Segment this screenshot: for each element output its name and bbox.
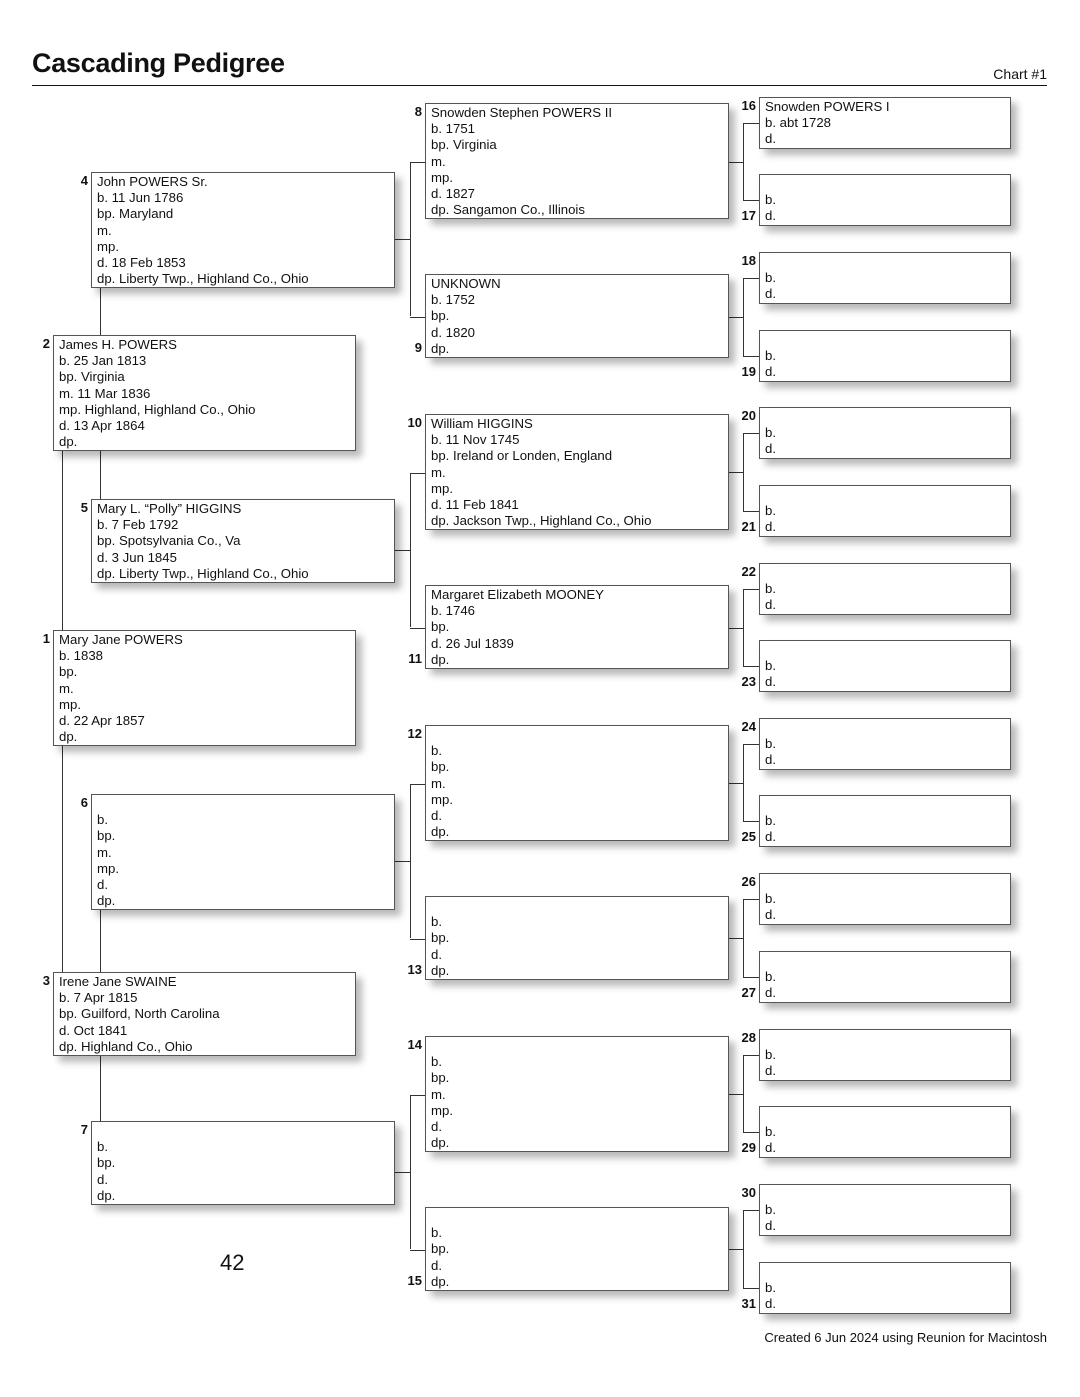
bracket-line <box>410 939 425 940</box>
person-fact: d. <box>431 946 442 962</box>
person-box-31[interactable] <box>759 1262 1011 1314</box>
person-fact: b. <box>765 1047 776 1063</box>
bracket-line <box>410 1095 425 1096</box>
person-fact: d. Oct 1841 <box>59 1022 128 1038</box>
ahnentafel-number: 27 <box>741 985 756 1000</box>
ahnentafel-number: 3 <box>42 973 50 988</box>
person-name <box>765 1031 1005 1047</box>
person-fact: dp. <box>97 1187 116 1203</box>
person-fact: d. <box>765 131 776 147</box>
page-number: 42 <box>220 1250 245 1275</box>
person-name: William HIGGINS <box>431 416 533 431</box>
bracket-line <box>410 162 411 317</box>
ahnentafel-number: 1 <box>42 631 50 646</box>
ahnentafel-number: 31 <box>741 1296 756 1311</box>
bracket-line <box>743 123 744 200</box>
person-fact: bp. <box>97 1155 116 1171</box>
person-fact: b. <box>431 1225 442 1241</box>
bracket-line <box>395 1172 410 1173</box>
person-fact: m. <box>431 464 446 480</box>
person-fact: d. <box>765 985 776 1001</box>
person-box-14[interactable] <box>425 1036 729 1152</box>
person-fact: b. <box>765 813 776 829</box>
person-box-12[interactable] <box>425 725 729 841</box>
person-fact: b. 1838 <box>59 648 103 664</box>
bracket-line <box>410 784 411 939</box>
person-name: Margaret Elizabeth MOONEY <box>431 587 604 602</box>
person-name <box>431 1209 723 1225</box>
person-fact: b. <box>765 891 776 907</box>
person-fact: dp. <box>59 434 78 450</box>
ahnentafel-number: 14 <box>407 1037 422 1052</box>
ahnentafel-number: 4 <box>80 173 88 188</box>
person-name <box>765 1264 1005 1280</box>
person-fact: b. <box>765 192 776 208</box>
person-fact: mp. <box>97 238 119 254</box>
person-fact: b. <box>97 812 108 828</box>
person-box-1[interactable] <box>53 630 356 746</box>
bracket-line <box>743 666 759 667</box>
person-name: UNKNOWN <box>431 276 501 291</box>
bracket-line <box>743 821 759 822</box>
bracket-line <box>743 278 744 356</box>
person-fact: bp. <box>431 930 450 946</box>
person-fact: d. 3 Jun 1845 <box>97 549 177 565</box>
bracket-line <box>743 278 759 279</box>
person-fact: b. <box>97 1139 108 1155</box>
bracket-line <box>729 628 743 629</box>
person-fact: m. <box>431 775 446 791</box>
bracket-line <box>743 123 759 124</box>
person-fact: d. 11 Feb 1841 <box>431 497 519 513</box>
bracket-line <box>729 783 743 784</box>
person-fact: dp. <box>431 340 450 356</box>
person-fact: d. <box>765 907 776 923</box>
ahnentafel-number: 26 <box>741 874 756 889</box>
person-fact: d. 18 Feb 1853 <box>97 255 186 271</box>
bracket-line <box>729 472 743 473</box>
person-name: Mary Jane POWERS <box>59 632 183 647</box>
person-box-20[interactable] <box>759 407 1011 459</box>
person-box-24[interactable] <box>759 718 1011 770</box>
person-box-5[interactable] <box>91 499 395 583</box>
person-fact: bp. <box>431 308 450 324</box>
person-fact: mp. <box>431 169 453 185</box>
bracket-line <box>743 589 744 666</box>
ahnentafel-number: 29 <box>741 1140 756 1155</box>
person-fact: dp. Liberty Twp., Highland Co., Ohio <box>97 565 309 581</box>
person-box-19[interactable] <box>759 330 1011 382</box>
person-fact: b. <box>765 503 776 519</box>
person-name <box>765 1186 1005 1202</box>
bracket-line <box>743 899 759 900</box>
person-fact: bp. <box>431 759 450 775</box>
person-fact: dp. <box>431 1135 450 1151</box>
bracket-line <box>743 433 759 434</box>
bracket-line <box>743 1210 759 1211</box>
ahnentafel-number: 11 <box>408 651 422 666</box>
ahnentafel-number: 9 <box>414 340 422 355</box>
person-fact: dp. <box>431 824 450 840</box>
person-name <box>765 720 1005 736</box>
person-fact: dp. <box>431 651 450 667</box>
ahnentafel-number: 6 <box>80 795 88 810</box>
person-name <box>765 409 1005 425</box>
bracket-line <box>743 200 759 201</box>
person-name <box>765 797 1005 813</box>
bracket-line <box>395 861 410 862</box>
person-name <box>765 332 1005 348</box>
person-fact: d. 26 Jul 1839 <box>431 635 514 651</box>
person-box-13[interactable] <box>425 896 729 980</box>
person-name: Snowden POWERS I <box>765 99 890 114</box>
person-fact: b. <box>765 425 776 441</box>
person-name: Snowden Stephen POWERS II <box>431 105 613 120</box>
person-fact: bp. <box>97 828 116 844</box>
chart-number: Chart #1 <box>993 66 1047 82</box>
ahnentafel-number: 13 <box>407 962 422 977</box>
person-fact: b. <box>765 658 776 674</box>
person-fact: mp. <box>431 480 453 496</box>
ahnentafel-number: 19 <box>741 364 756 379</box>
person-fact: d. 22 Apr 1857 <box>59 713 145 729</box>
person-box-29[interactable] <box>759 1106 1011 1158</box>
person-box-10[interactable] <box>425 414 729 530</box>
person-fact: bp. Maryland <box>97 206 174 222</box>
person-name <box>431 898 723 914</box>
person-name: James H. POWERS <box>59 337 177 352</box>
person-box-3[interactable] <box>53 972 356 1056</box>
person-fact: b. 11 Jun 1786 <box>97 190 184 206</box>
trunk-line-gen2 <box>100 1056 101 1121</box>
person-fact: bp. Ireland or Londen, England <box>431 448 613 464</box>
person-fact: m. <box>97 844 112 860</box>
person-fact: d. <box>765 1140 776 1156</box>
person-fact: bp. <box>431 619 450 635</box>
person-box-7[interactable] <box>91 1121 395 1205</box>
person-fact: bp. Virginia <box>431 137 497 153</box>
person-fact: d. <box>765 1218 776 1234</box>
person-fact: mp. Highland, Highland Co., Ohio <box>59 401 256 417</box>
person-fact: bp. Guilford, North Carolina <box>59 1006 220 1022</box>
person-fact: d. <box>97 1171 108 1187</box>
ahnentafel-number: 12 <box>407 726 422 741</box>
person-box-17[interactable] <box>759 174 1011 226</box>
bracket-line <box>729 938 743 939</box>
person-fact: bp. Spotsylvania Co., Va <box>97 533 241 549</box>
person-box-18[interactable] <box>759 252 1011 304</box>
person-fact: d. 1827 <box>431 186 475 202</box>
person-fact: m. <box>59 680 74 696</box>
person-box-9[interactable] <box>425 274 729 358</box>
person-fact: b. <box>765 581 776 597</box>
person-box-25[interactable] <box>759 795 1011 847</box>
person-box-11[interactable] <box>425 585 729 669</box>
person-name: John POWERS Sr. <box>97 174 208 189</box>
ahnentafel-number: 23 <box>741 674 756 689</box>
person-fact: d. <box>765 364 776 380</box>
bracket-line <box>410 473 411 628</box>
person-name <box>765 176 1005 192</box>
person-fact: dp. Liberty Twp., Highland Co., Ohio <box>97 271 309 287</box>
person-box-23[interactable] <box>759 640 1011 692</box>
person-fact: d. <box>765 752 776 768</box>
person-fact: d. <box>765 286 776 302</box>
person-name <box>765 487 1005 503</box>
person-fact: mp. <box>431 791 453 807</box>
person-fact: m. <box>97 222 112 238</box>
trunk-line-gen2 <box>100 910 101 972</box>
person-fact: dp. <box>97 893 116 909</box>
person-fact: b. <box>765 736 776 752</box>
person-fact: m. <box>431 1086 446 1102</box>
bracket-line <box>743 977 759 978</box>
bracket-line <box>743 589 759 590</box>
ahnentafel-number: 10 <box>407 415 422 430</box>
person-fact: b. <box>765 969 776 985</box>
person-fact: b. <box>765 1202 776 1218</box>
bracket-line <box>410 1095 411 1250</box>
bracket-line <box>743 1055 744 1132</box>
person-fact: b. <box>431 914 442 930</box>
person-name <box>97 1123 389 1139</box>
bracket-line <box>395 239 410 240</box>
person-box-2[interactable] <box>53 335 356 451</box>
person-fact: d. <box>765 674 776 690</box>
person-fact: d. <box>765 597 776 613</box>
person-fact: b. <box>765 270 776 286</box>
person-fact: d. <box>431 1257 442 1273</box>
person-fact: b. abt 1728 <box>765 115 831 131</box>
bracket-line <box>410 162 425 163</box>
ahnentafel-number: 21 <box>741 519 756 534</box>
person-fact: b. 1746 <box>431 603 475 619</box>
ahnentafel-number: 7 <box>80 1122 88 1137</box>
person-fact: dp. Sangamon Co., Illinois <box>431 202 585 218</box>
person-fact: dp. <box>59 729 78 745</box>
bracket-line <box>410 317 425 318</box>
person-name <box>765 953 1005 969</box>
chart-title: Cascading Pedigree <box>32 48 285 78</box>
person-fact: m. <box>431 153 446 169</box>
person-fact: mp. <box>431 1102 453 1118</box>
person-box-28[interactable] <box>759 1029 1011 1081</box>
person-fact: mp. <box>59 696 81 712</box>
bracket-line <box>410 1250 425 1251</box>
person-fact: b. 25 Jan 1813 <box>59 353 147 369</box>
bracket-line <box>743 1210 744 1288</box>
person-box-6[interactable] <box>91 794 395 910</box>
trunk-line-gen2 <box>100 288 101 335</box>
person-box-26[interactable] <box>759 873 1011 925</box>
person-name <box>765 565 1005 581</box>
person-fact: m. 11 Mar 1836 <box>59 385 151 401</box>
person-name <box>765 254 1005 270</box>
ahnentafel-number: 25 <box>741 829 756 844</box>
bracket-line <box>729 162 743 163</box>
person-box-4[interactable] <box>91 172 395 288</box>
ahnentafel-number: 20 <box>741 408 756 423</box>
person-fact: d. <box>431 808 442 823</box>
person-fact: b. 1752 <box>431 292 475 308</box>
person-fact: bp. Virginia <box>59 369 125 385</box>
bracket-line <box>743 1055 759 1056</box>
trunk-line-gen2 <box>100 451 101 499</box>
header-rule <box>32 85 1047 86</box>
person-fact: d. <box>765 829 776 845</box>
bracket-line <box>729 1094 743 1095</box>
bracket-line <box>743 1288 759 1289</box>
ahnentafel-number: 24 <box>741 719 756 734</box>
person-name <box>765 875 1005 891</box>
person-fact: b. 7 Apr 1815 <box>59 990 138 1006</box>
bracket-line <box>743 899 744 977</box>
person-fact: dp. <box>431 962 450 978</box>
person-fact: d. <box>765 1063 776 1079</box>
person-fact: bp. <box>431 1241 450 1257</box>
person-fact: b. <box>765 1280 776 1296</box>
ahnentafel-number: 8 <box>414 104 422 119</box>
person-name <box>765 642 1005 658</box>
person-name <box>765 1108 1005 1124</box>
person-fact: b. <box>431 743 442 759</box>
person-fact: b. <box>765 348 776 364</box>
ahnentafel-number: 17 <box>741 208 756 223</box>
bracket-line <box>743 744 744 821</box>
person-box-22[interactable] <box>759 563 1011 615</box>
person-name <box>431 727 723 743</box>
person-box-21[interactable] <box>759 485 1011 537</box>
person-fact: d. 1820 <box>431 324 475 340</box>
person-name: Mary L. “Polly” HIGGINS <box>97 501 242 516</box>
bracket-line <box>743 1132 759 1133</box>
bracket-line <box>729 317 743 318</box>
ahnentafel-number: 18 <box>741 253 756 268</box>
ahnentafel-number: 28 <box>741 1030 756 1045</box>
person-fact: dp. Highland Co., Ohio <box>59 1038 193 1054</box>
person-box-27[interactable] <box>759 951 1011 1003</box>
bracket-line <box>410 784 425 785</box>
person-fact: d. 13 Apr 1864 <box>59 418 145 434</box>
person-fact: b. 11 Nov 1745 <box>431 432 520 448</box>
person-fact: bp. <box>431 1070 450 1086</box>
person-fact: b. 1751 <box>431 121 475 137</box>
person-box-15[interactable] <box>425 1207 729 1291</box>
bracket-line <box>743 744 759 745</box>
person-box-16[interactable] <box>759 97 1011 149</box>
ahnentafel-number: 22 <box>741 564 756 579</box>
person-box-30[interactable] <box>759 1184 1011 1236</box>
person-fact: d. <box>97 877 108 892</box>
person-name <box>431 1038 723 1054</box>
person-fact: b. 7 Feb 1792 <box>97 517 179 533</box>
created-note: Created 6 Jun 2024 using Reunion for Macintosh <box>764 1330 1047 1345</box>
bracket-line <box>743 433 744 511</box>
ahnentafel-number: 30 <box>741 1185 756 1200</box>
person-name <box>97 796 389 812</box>
person-fact: dp. Jackson Twp., Highland Co., Ohio <box>431 513 652 529</box>
person-fact: d. <box>431 1119 442 1134</box>
ahnentafel-number: 2 <box>42 336 50 351</box>
person-fact: d. <box>765 441 776 457</box>
person-fact: bp. <box>59 664 78 680</box>
person-fact: b. <box>765 1124 776 1140</box>
person-name: Irene Jane SWAINE <box>59 974 177 989</box>
bracket-line <box>410 473 425 474</box>
bracket-line <box>743 511 759 512</box>
ahnentafel-number: 16 <box>741 98 756 113</box>
ahnentafel-number: 15 <box>407 1273 422 1288</box>
bracket-line <box>395 550 410 551</box>
person-box-8[interactable] <box>425 103 729 219</box>
person-fact: b. <box>431 1054 442 1070</box>
person-fact: dp. <box>431 1273 450 1289</box>
person-fact: mp. <box>97 860 119 876</box>
bracket-line <box>743 356 759 357</box>
person-fact: d. <box>765 519 776 535</box>
ahnentafel-number: 5 <box>80 500 88 515</box>
person-fact: d. <box>765 208 776 224</box>
bracket-line <box>410 628 425 629</box>
bracket-line <box>729 1249 743 1250</box>
person-fact: d. <box>765 1296 776 1312</box>
